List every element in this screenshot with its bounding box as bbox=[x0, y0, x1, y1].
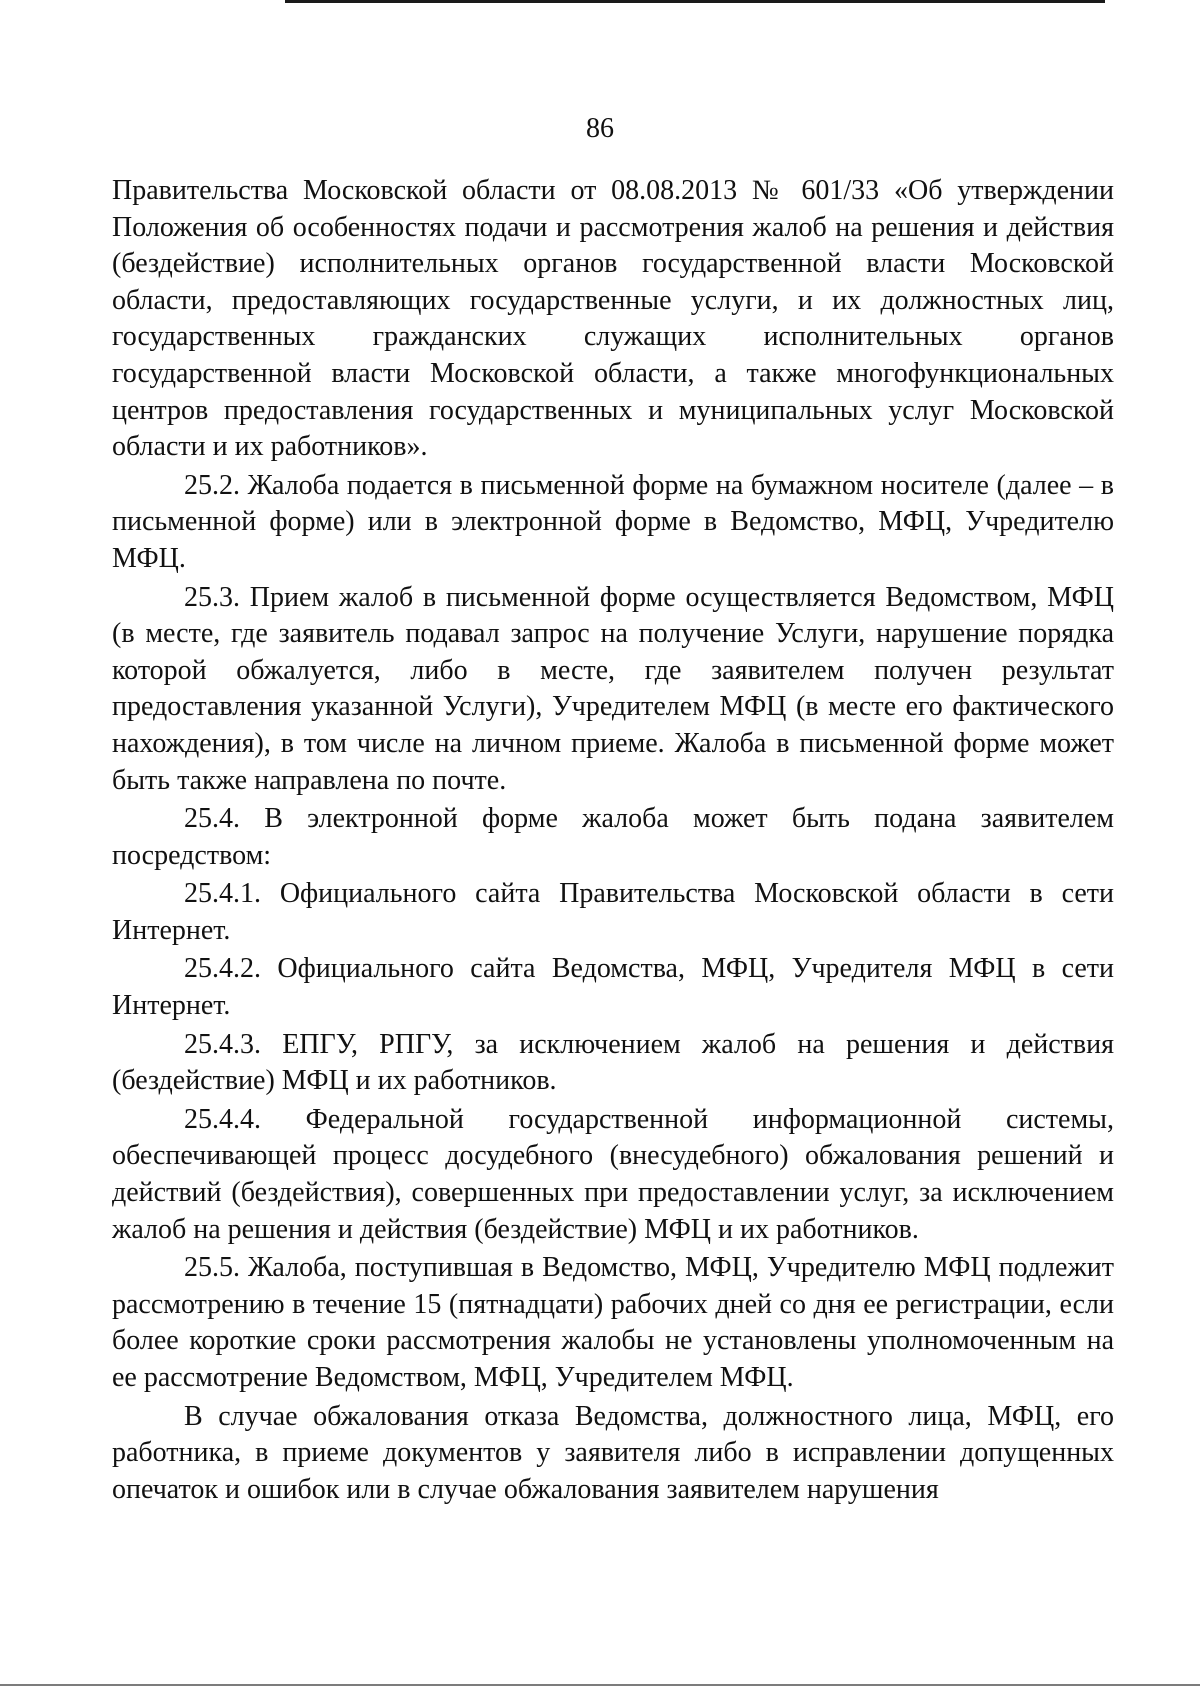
paragraph-continuation: Правительства Московской области от 08.08.2013 № 601/33 «Об утверждении Положения об особенностях подачи и рассмотрения жалоб на решения и действия (бездействие) исполнительных органов государственной власти Московской области, предоставляющих государственные услуги, и их должностных лиц, государственных гражданских служащих исполнительных органов государственной власти Московской области, а также многофункциональных центров предоставления государственных и муниципальных услуг Московской области и их работников». bbox=[112, 175, 1114, 463]
paragraph-25-4-4: 25.4.4. Федеральной государственной информационной системы, обеспечивающей процесс досудебного (внесудебного) обжалования решений и действий (бездействия), совершенных при предоставлении услуг, за исключением жалоб на решения и действия (бездействие) МФЦ и их работников. bbox=[112, 1103, 1114, 1245]
scan-edge-bottom bbox=[0, 1684, 1200, 1686]
paragraph-25-3: 25.3. Прием жалоб в письменной форме осуществляется Ведомством, МФЦ (в месте, где заявитель подавал запрос на получение Услуги, нарушение порядка которой обжалуется, либо в месте, где заявителем получен результат предоставления указанной Услуги), Учредителем МФЦ (в месте его фактического нахождения), в том числе на личном приеме. Жалоба в письменной форме может быть также направлена по почте. bbox=[112, 581, 1114, 796]
paragraph-25-4-3: 25.4.3. ЕПГУ, РПГУ, за исключением жалоб на решения и действия (бездействие) МФЦ и их работников. bbox=[112, 1028, 1114, 1097]
paragraph-25-4-2: 25.4.2. Официального сайта Ведомства, МФЦ, Учредителя МФЦ в сети Интернет. bbox=[112, 953, 1114, 1022]
paragraph-25-4-1: 25.4.1. Официального сайта Правительства Московской области в сети Интернет. bbox=[112, 878, 1114, 946]
scan-edge-top bbox=[285, 0, 1105, 3]
page-number: 86 bbox=[586, 113, 614, 144]
paragraph-25-5: 25.5. Жалоба, поступившая в Ведомство, МФЦ, Учредителю МФЦ подлежит рассмотрению в течение 15 (пятнадцати) рабочих дней со дня ее регистрации, если более короткие сроки рассмотрения жалобы не установлены уполномоченным на ее рассмотрение Ведомством, МФЦ, Учредителем МФЦ. bbox=[112, 1252, 1114, 1393]
paragraph-25-2: 25.2. Жалоба подается в письменной форме на бумажном носителе (далее – в письменной форме) или в электронной форме в Ведомство, МФЦ, Учредителю МФЦ. bbox=[112, 469, 1114, 574]
document-body bbox=[112, 173, 1114, 1508]
paragraph-25-4: 25.4. В электронной форме жалоба может быть подана заявителем посредством: bbox=[112, 803, 1114, 871]
paragraph-appeal-case: В случае обжалования отказа Ведомства, должностного лица, МФЦ, его работника, в приеме документов у заявителя либо в исправлении допущенных опечаток и ошибок или в случае обжалования заявителем нарушения bbox=[112, 1400, 1114, 1505]
